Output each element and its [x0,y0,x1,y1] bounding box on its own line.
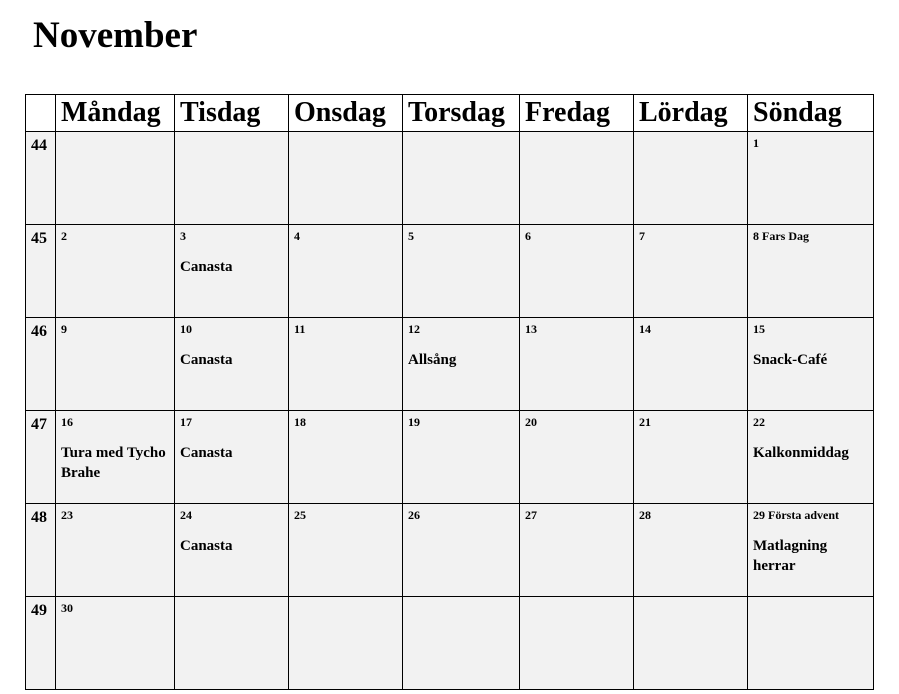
day-cell[interactable] [289,411,403,504]
day-cell[interactable] [520,597,634,690]
day-date: 11 [294,322,306,336]
week-number: 44 [26,132,56,225]
day-date: 12 [408,322,420,336]
weekday-header: Fredag [520,95,634,132]
day-cell[interactable] [175,132,289,225]
day-date: 4 [294,229,300,243]
day-cell[interactable] [403,597,520,690]
day-date [294,601,397,615]
day-cell[interactable] [748,597,874,690]
day-date [525,136,628,150]
day-event: Canasta [180,259,233,275]
week-row [26,597,874,690]
day-cell[interactable] [634,597,748,690]
day-cell[interactable] [403,318,520,411]
week-number: 49 [26,597,56,690]
day-cell[interactable] [520,411,634,504]
day-cell[interactable] [175,411,289,504]
day-cell[interactable] [520,225,634,318]
week-row [26,411,874,504]
day-cell[interactable] [748,132,874,225]
day-date: 15 [753,322,765,336]
day-cell[interactable] [56,411,175,504]
day-cell[interactable] [403,225,520,318]
day-event: Canasta [180,352,233,368]
day-cell[interactable] [56,225,175,318]
week-number: 47 [26,411,56,504]
day-cell[interactable] [634,504,748,597]
day-cell[interactable] [520,504,634,597]
day-date [408,136,514,150]
day-date [294,136,397,150]
day-cell[interactable] [403,411,520,504]
weekday-header: Onsdag [289,95,403,132]
day-date: 23 [61,508,73,522]
day-event: Canasta [180,538,233,554]
day-date: 24 [180,508,192,522]
weekday-header-row [26,95,874,132]
calendar-body [26,132,874,690]
day-date [639,601,742,615]
weekday-header: Torsdag [403,95,520,132]
day-date: 3 [180,229,186,243]
day-event: Tura med Tycho Brahe [61,445,166,481]
day-cell[interactable] [520,132,634,225]
day-cell[interactable] [748,504,874,597]
day-cell[interactable] [748,318,874,411]
day-date: 22 [753,415,765,429]
week-number: 46 [26,318,56,411]
day-event: Canasta [180,445,233,461]
day-event: Kalkonmiddag [753,445,849,461]
day-cell[interactable] [289,132,403,225]
day-cell[interactable] [175,504,289,597]
day-cell[interactable] [289,504,403,597]
day-date [753,601,868,615]
week-row [26,318,874,411]
day-event: Allsång [408,352,457,368]
day-cell[interactable] [289,597,403,690]
weekday-header: Måndag [56,95,175,132]
day-cell[interactable] [403,132,520,225]
weekday-header: Söndag [748,95,874,132]
week-row [26,132,874,225]
day-cell[interactable] [634,225,748,318]
weekday-header: Lördag [634,95,748,132]
week-number-header [26,95,56,132]
day-date: 19 [408,415,420,429]
day-cell[interactable] [56,318,175,411]
day-date: 18 [294,415,306,429]
day-event: Matlagning herrar [753,538,828,574]
day-date: 6 [525,229,531,243]
day-cell[interactable] [748,411,874,504]
day-cell[interactable] [520,318,634,411]
day-cell[interactable] [634,318,748,411]
week-row [26,225,874,318]
day-date: 14 [639,322,651,336]
day-date: 21 [639,415,651,429]
day-date [61,136,169,150]
day-date: 29 Första advent [753,508,839,522]
calendar-table [25,94,874,690]
weekday-header: Tisdag [175,95,289,132]
day-event: Snack-Café [753,352,828,368]
day-date: 13 [525,322,537,336]
day-cell[interactable] [289,225,403,318]
week-row [26,504,874,597]
day-date: 28 [639,508,651,522]
day-date: 10 [180,322,192,336]
day-date: 25 [294,508,306,522]
day-date [408,601,514,615]
day-cell[interactable] [175,597,289,690]
week-number: 48 [26,504,56,597]
day-cell[interactable] [56,504,175,597]
day-date [525,601,628,615]
day-date [180,136,283,150]
day-date: 27 [525,508,537,522]
day-date [639,136,742,150]
week-number: 45 [26,225,56,318]
day-date: 5 [408,229,414,243]
day-date: 17 [180,415,192,429]
day-cell[interactable] [748,225,874,318]
day-date: 1 [753,136,759,150]
day-cell[interactable] [634,411,748,504]
day-cell[interactable] [56,132,175,225]
day-date [180,601,283,615]
day-cell[interactable] [175,225,289,318]
day-date: 8 Fars Dag [753,229,809,243]
day-date: 26 [408,508,420,522]
day-date: 16 [61,415,73,429]
day-date: 30 [61,601,73,615]
day-cell[interactable] [403,504,520,597]
day-cell[interactable] [634,132,748,225]
day-cell[interactable] [289,318,403,411]
day-date: 2 [61,229,67,243]
day-cell[interactable] [56,597,175,690]
day-date: 7 [639,229,645,243]
day-date: 9 [61,322,67,336]
page-title: November [33,15,198,56]
day-cell[interactable] [175,318,289,411]
day-date: 20 [525,415,537,429]
